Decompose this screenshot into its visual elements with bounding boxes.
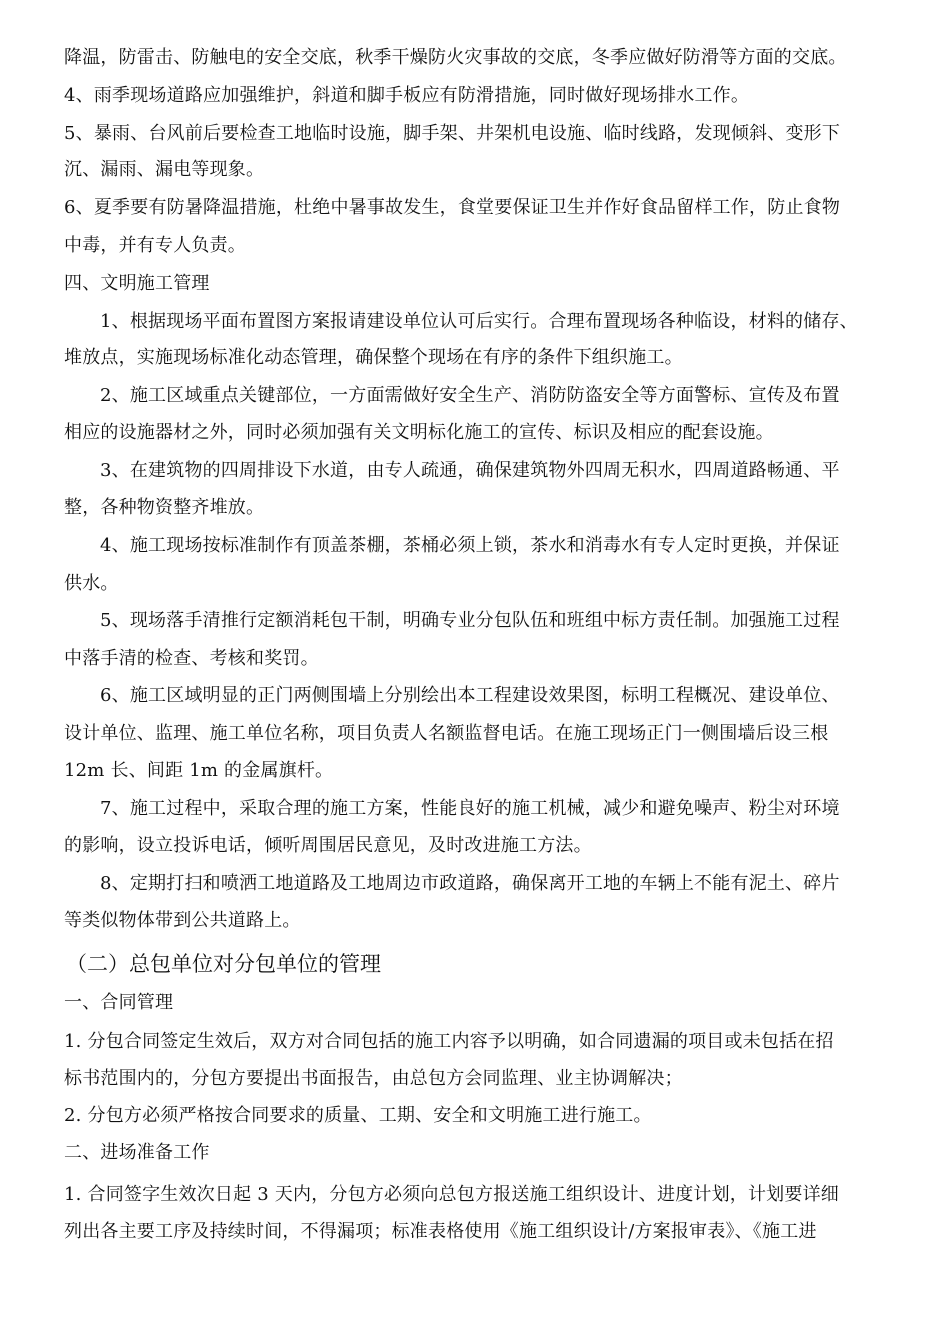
paragraph-line: 6、夏季要有防暑降温措施，杜绝中暑事故发生，食堂要保证卫生并作好食品留样工作，防止食物 [64, 197, 841, 218]
paragraph-line: 列出各主要工序及持续时间，不得漏项；标准表格使用《施工组织设计/方案报审表》、《施工进 [64, 1221, 817, 1242]
paragraph-line: 5、暴雨、台风前后要检查工地临时设施，脚手架、井架机电设施、临时线路，发现倾斜、变形下 [64, 123, 841, 144]
paragraph-line: 标书范围内的，分包方要提出书面报告，由总包方会同监理、业主协调解决； [64, 1068, 683, 1089]
paragraph-line: 4、施工现场按标准制作有顶盖茶棚，茶桶必须上锁，茶水和消毒水有专人定时更换，并保证 [100, 535, 840, 556]
section-heading: 一、合同管理 [64, 992, 174, 1013]
section-heading: 四、文明施工管理 [64, 273, 210, 294]
paragraph-line: 堆放点，实施现场标准化动态管理，确保整个现场在有序的条件下组织施工。 [64, 347, 683, 368]
paragraph-line: 2. 分包方必须严格按合同要求的质量、工期、安全和文明施工进行施工。 [64, 1105, 652, 1126]
paragraph-line: 1. 合同签字生效次日起 3 天内，分包方必须向总包方报送施工组织设计、进度计划，计划要详细 [64, 1184, 839, 1205]
paragraph-line: 的影响，设立投诉电话，倾听周围居民意见，及时改进施工方法。 [64, 835, 592, 856]
subsection-title: （二）总包单位对分包单位的管理 [66, 952, 381, 976]
paragraph-line: 等类似物体带到公共道路上。 [64, 910, 301, 931]
paragraph-line: 供水。 [64, 573, 119, 594]
paragraph-line: 设计单位、监理、施工单位名称，项目负责人名额监督电话。在施工现场正门一侧围墙后设三根 [64, 723, 829, 744]
paragraph-line: 整，各种物资整齐堆放。 [64, 497, 265, 518]
paragraph-line: 3、在建筑物的四周排设下水道，由专人疏通，确保建筑物外四周无积水，四周道路畅通、平 [100, 460, 840, 481]
paragraph-line: 8、定期打扫和喷洒工地道路及工地周边市政道路，确保离开工地的车辆上不能有泥土、碎片 [100, 873, 840, 894]
paragraph-line: 沉、漏雨、漏电等现象。 [64, 159, 265, 180]
section-heading: 二、进场准备工作 [64, 1142, 210, 1163]
paragraph-line: 12m 长、间距 1m 的金属旗杆。 [64, 760, 334, 781]
paragraph-line: 2、施工区域重点关键部位，一方面需做好安全生产、消防防盗安全等方面警标、宣传及布置 [100, 385, 840, 406]
paragraph-line: 6、施工区域明显的正门两侧围墙上分别绘出本工程建设效果图，标明工程概况、建设单位、 [100, 685, 840, 706]
paragraph-line: 1、根据现场平面布置图方案报请建设单位认可后实行。合理布置现场各种临设，材料的储存、 [100, 311, 858, 332]
paragraph-line: 1. 分包合同签定生效后，双方对合同包括的施工内容予以明确，如合同遗漏的项目或未包括在招 [64, 1031, 834, 1052]
paragraph-line: 中毒，并有专人负责。 [64, 235, 246, 256]
paragraph-line: 7、施工过程中，采取合理的施工方案，性能良好的施工机械，减少和避免噪声、粉尘对环境 [100, 798, 840, 819]
paragraph-line: 降温，防雷击、防触电的安全交底，秋季干燥防火灾事故的交底，冬季应做好防滑等方面的交底。 [64, 47, 847, 68]
paragraph-line: 4、雨季现场道路应加强维护，斜道和脚手板应有防滑措施，同时做好现场排水工作。 [64, 85, 750, 106]
paragraph-line: 5、现场落手清推行定额消耗包干制，明确专业分包队伍和班组中标方责任制。加强施工过程 [100, 610, 840, 631]
paragraph-line: 相应的设施器材之外，同时必须加强有关文明标化施工的宣传、标识及相应的配套设施。 [64, 422, 774, 443]
paragraph-line: 中落手清的检查、考核和奖罚。 [64, 648, 319, 669]
